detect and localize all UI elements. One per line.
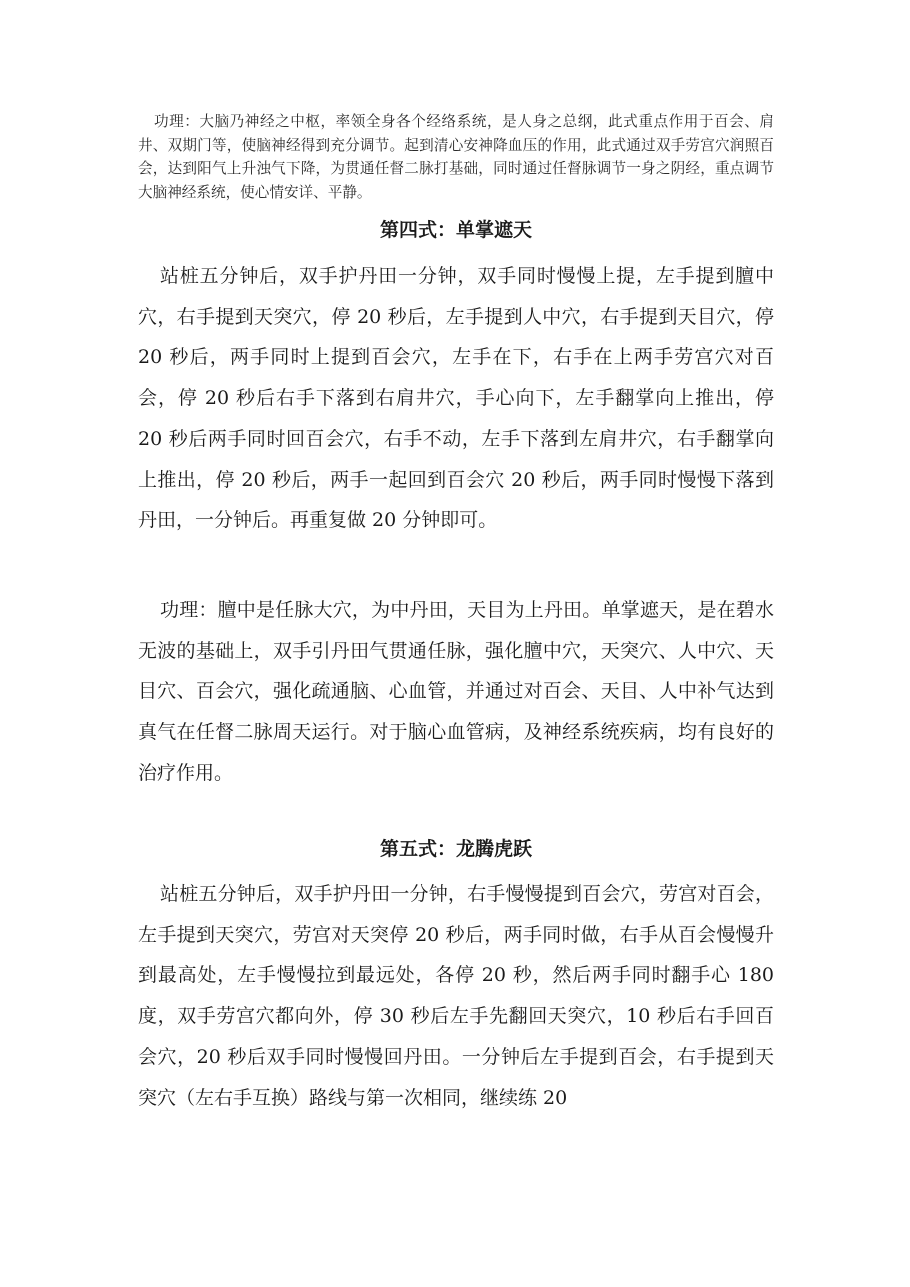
- section-heading-5: 第五式：龙腾虎跃: [379, 838, 532, 860]
- gongli-paragraph-4: 功理：膻中是任脉大穴，为中丹田，天目为上丹田。单掌遮天，是在碧水无波的基础上，双手引丹田气贯通任脉，强化膻中穴，天突穴、人中穴、天目穴、百会穴，强化疏通脑、心血管，并通过对百会、天目、人中补气达到真气在任督二脉周天运行。对于脑心血管病，及神经系统疾病，均有良好的治疗作用。: [138, 599, 774, 784]
- method-paragraph-4: 站桩五分钟后，双手护丹田一分钟，双手同时慢慢上提，左手提到膻中穴，右手提到天突穴，停 20 秒后，左手提到人中穴，右手提到天目穴，停 20 秒后，两手同时上提到百会穴，左手在下，右手在上两手劳宫穴对百会，停 20 秒后右手下落到右肩井穴，手心向下，左手翻掌向上推出，停 20 秒后两手同时回百会穴，右手不动，左手下落到左肩井穴，右手翻掌向上推出，停 20 秒后，两手一起回到百会穴 20 秒后，两手同时慢慢下落到丹田，一分钟后。再重复做 20 分钟即可。: [138, 265, 774, 532]
- gongli-paragraph-3: 功理：大脑乃神经之中枢，率领全身各个经络系统，是人身之总纲，此式重点作用于百会、肩井、双期门等，使脑神经得到充分调节。起到清心安神降血压的作用，此式通过双手劳宫穴润照百会，达到阳气上升浊气下降，为贯通任督二脉打基础，同时通过任督脉调节一身之阴经，重点调节大脑神经系统，使心情安详、平静。: [138, 113, 774, 201]
- section-heading-4: 第四式：单掌遮天: [379, 219, 532, 241]
- method-paragraph-5: 站桩五分钟后，双手护丹田一分钟，右手慢慢提到百会穴，劳宫对百会，左手提到天突穴，劳宫对天突停 20 秒后，两手同时做，右手从百会慢慢升到最高处，左手慢慢拉到最远处，各停 20 秒，然后两手同时翻手心 180 度，双手劳宫穴都向外，停 30 秒后左手先翻回天突穴，10 秒后右手回百会穴，20 秒后双手同时慢慢回丹田。一分钟后左手提到百会，右手提到天突穴（左右手互换）路线与第一次相同，继续练 20: [138, 883, 774, 1109]
